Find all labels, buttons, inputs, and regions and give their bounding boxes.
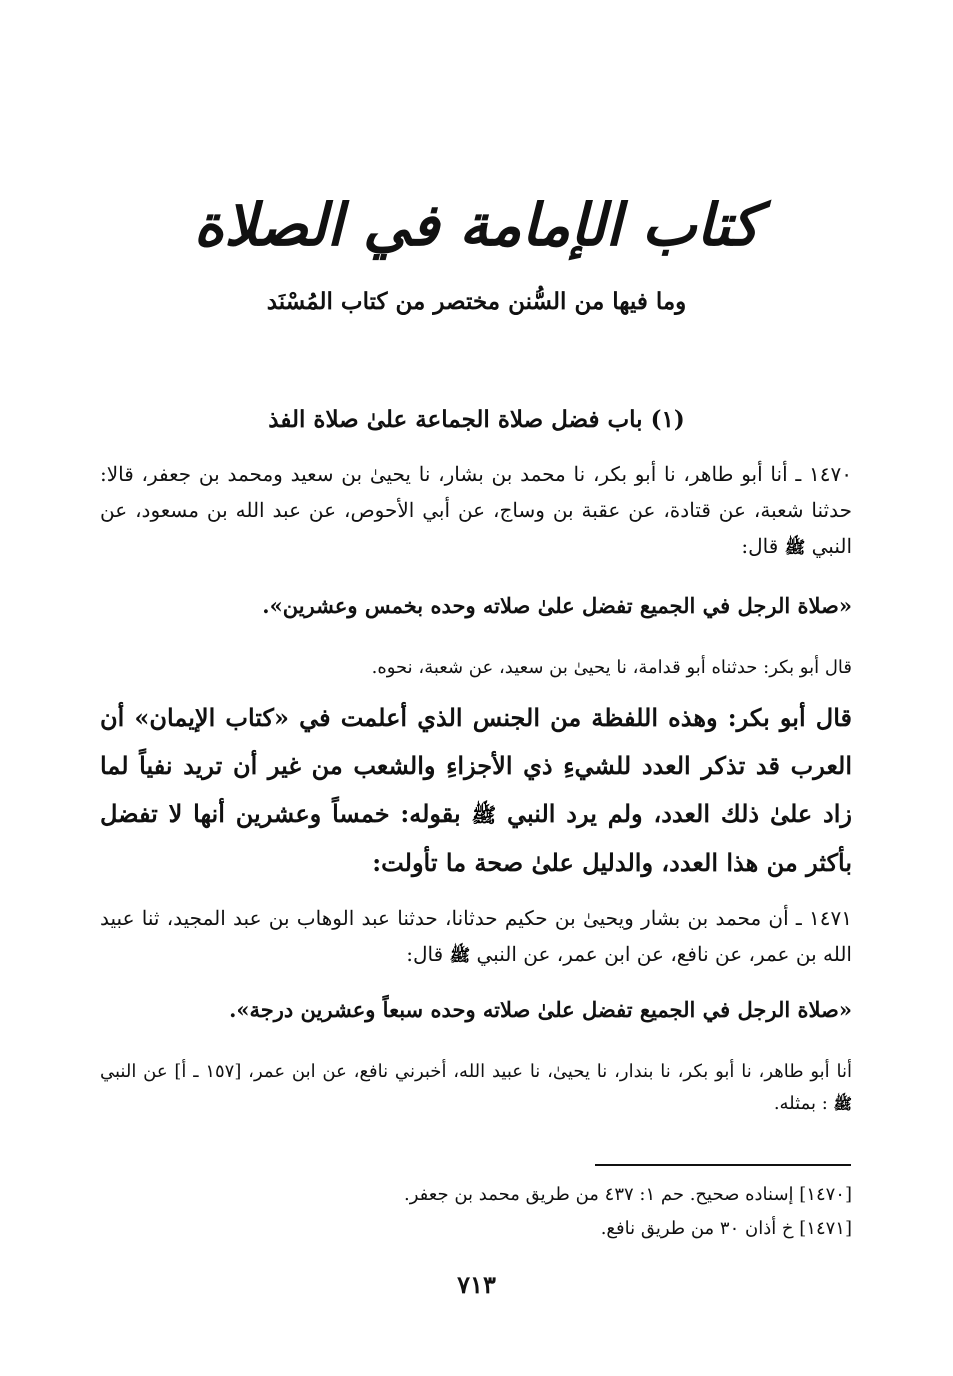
page-number: ٧١٣ (457, 1270, 496, 1299)
hadith-1470-isnad-text: ١٤٧٠ ـ أنا أبو طاهر، نا أبو بكر، نا محمد بن بشار، نا يحيىٰ بن سعيد ومحمد بن جعفر، قالا: حدثنا شعبة، عن قتادة، عن عقبة بن وساج، عن أبي الأحوص، عن عبد الله بن مسعود، عن النبي (100, 462, 852, 558)
salutation-glyph: ﷺ (449, 946, 471, 966)
salutation-glyph: ﷺ (784, 538, 806, 558)
book-subtitle: وما فيها من السُّنن مختصر من كتاب المُسْنَد (266, 288, 687, 315)
note-2-text: أنا أبو طاهر، نا أبو بكر، نا بندار، نا يحيىٰ، نا عبيد الله، أخبرني نافع، عن ابن عمر، [١٥٧ ـ أ] عن النبي (100, 1061, 852, 1082)
hadith-1471-matn: «صلاة الرجل في الجميع تفضل علىٰ صلاته وحده سبعاً وعشرين درجة». (229, 997, 852, 1022)
salutation-glyph: ﷺ (833, 1095, 852, 1113)
footnote-divider (595, 1164, 851, 1166)
commentary-text: قال أبو بكر: وهذه اللفظة من الجنس الذي أعلمت في «كتاب الإيمان» أن العرب قد تذكر العدد للشيءِ ذي الأجزاءِ والشعب من غير أن تريد نفياً لما زاد علىٰ ذلك العدد، ولم يرد النبي (100, 703, 852, 828)
note-2-text-end: : بمثله. (773, 1093, 828, 1114)
hadith-1470-isnad-end: قال: (741, 534, 779, 558)
footnote-1470: [١٤٧٠] إسناده صحيح. حم ١: ٤٣٧ من طريق محمد بن جعفر. (404, 1184, 852, 1205)
note-1: قال أبو بكر: حدثناه أبو قدامة، نا يحيىٰ بن سعيد، عن شعبة، نحوه. (371, 657, 852, 678)
hadith-1471-isnad-end: قال: (406, 942, 444, 966)
hadith-1471-isnad (100, 900, 852, 974)
hadith-1470-matn: «صلاة الرجل في الجميع تفضل علىٰ صلاته وحده بخمس وعشرين». (262, 593, 852, 618)
hadith-1470-isnad (100, 456, 852, 566)
commentary-paragraph (100, 694, 852, 887)
salutation-glyph: ﷺ (471, 803, 497, 827)
note-2 (100, 1056, 852, 1120)
footnote-1471: [١٤٧١] خ أذان ٣٠ من طريق نافع. (600, 1218, 852, 1239)
chapter-heading: (١) باب فضل صلاة الجماعة علىٰ صلاة الفذ (268, 406, 685, 433)
commentary-text-end: بقوله: خمساً وعشرين أنها لا تفضل بأكثر من هذا العدد، والدليل علىٰ صحة ما تأولت: (100, 799, 852, 877)
hadith-1471-isnad-text: ١٤٧١ ـ أن محمد بن بشار ويحيىٰ بن حكيم حدثانا، حدثنا عبد الوهاب بن عبد المجيد، ثنا عبيد الله بن عمر، عن نافع، عن ابن عمر، عن النبي (100, 906, 852, 966)
book-title: كتاب الإمامة في الصلاة (193, 191, 760, 259)
